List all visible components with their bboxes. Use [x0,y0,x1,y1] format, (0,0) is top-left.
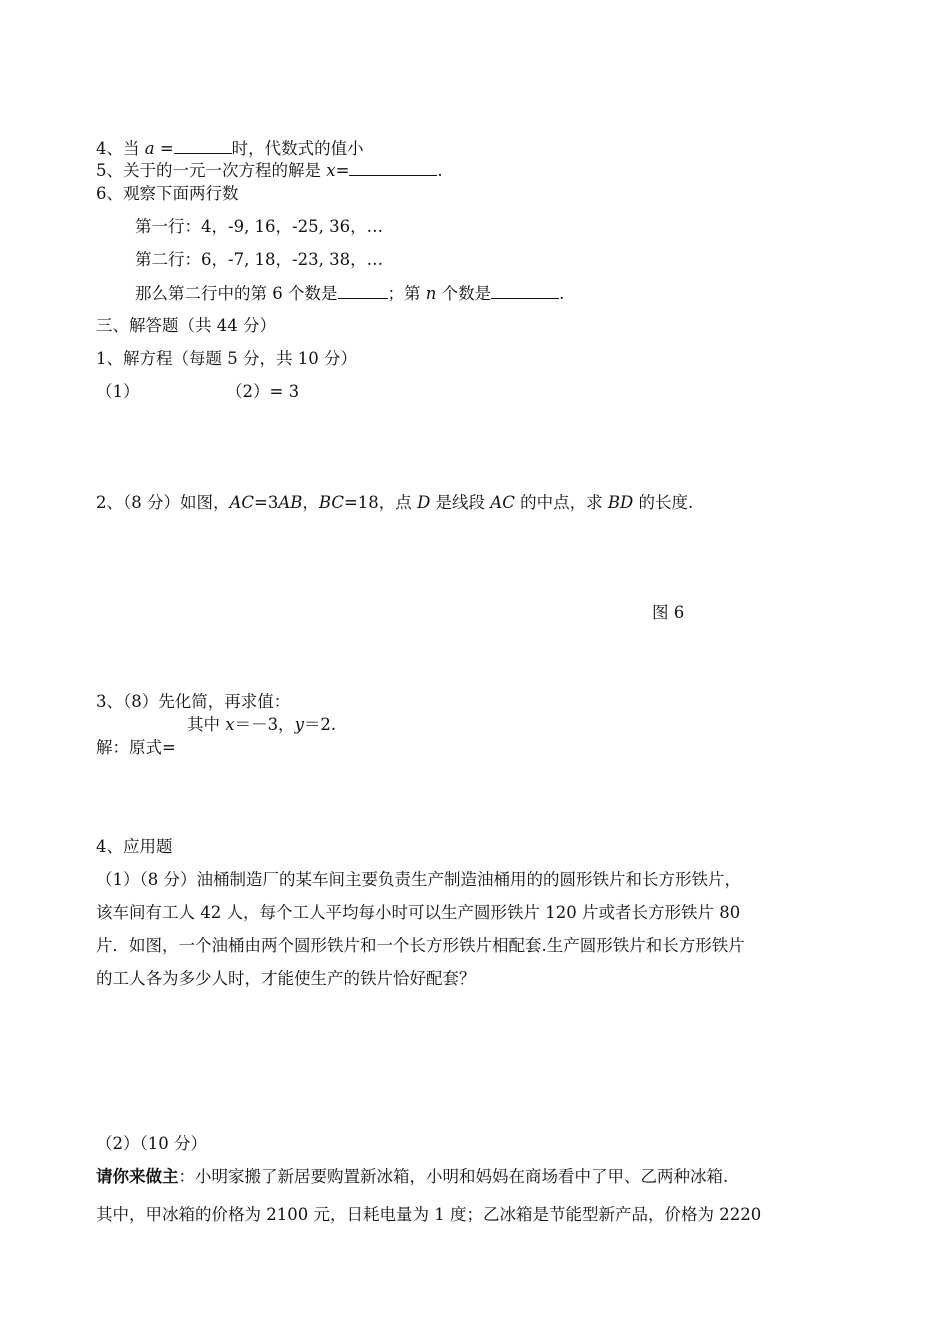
q4-var: a [144,139,155,158]
q3-cond-mid: ＝－3， [234,715,295,734]
q6-row2: 第二行：6，-7, 18，-23, 38，… [135,250,384,269]
q2-ab: AB [278,493,303,512]
q2-bd: BD [607,493,634,512]
q4-prefix: 4、当 [96,139,145,158]
q6-ask-var: n [425,284,437,303]
s3-q2-text [96,492,693,514]
q4-eq: = [154,139,174,158]
figure-6-label: 图 6 [652,603,685,622]
s3-q4-p1-line2: 该车间有工人 42 人，每个工人平均每小时可以生产圆形铁片 120 片或者长方形铁片 80 [96,903,741,922]
q3-cond-pre: 其中 [187,715,226,734]
q2-d: D [417,493,431,512]
q4-answer-blank[interactable] [174,138,232,154]
q3-x: x [225,715,235,734]
s3-q4-p1-line4: 的工人各为多少人时，才能使生产的铁片恰好配套？ [96,969,476,988]
s3-q3-solution: 解：原式= [96,738,176,757]
q5-answer-blank[interactable] [349,160,437,176]
q2-pre: 2、（8 分）如图， [96,493,230,512]
s3-q4-p2-line1 [96,1166,728,1188]
q5-prefix: 5、关于的一元一次方程的解是 [96,161,327,180]
s3-q1-title: 1、解方程（每题 5 分，共 10 分） [96,349,357,368]
q2-ac: AC [229,493,255,512]
q2-comma: ， [302,493,319,512]
s3-q1-sub2: （2）= 3 [226,382,300,401]
q2-bc: BC [318,493,344,512]
s3-q4-title: 4、应用题 [96,837,173,856]
q6-ask-part3: 个数是 [436,284,492,303]
q2-eq2: =18，点 [343,493,418,512]
s3-q3-condition [187,714,336,736]
q4-p2-line1-rest: ：小明家搬了新居要购置新冰箱，小明和妈妈在商场看中了甲、乙两种冰箱. [178,1167,729,1186]
q6-question [135,283,564,305]
q5-suffix: . [437,161,443,180]
s3-q1-sub1: （1） [96,382,140,401]
q6-blank-2[interactable] [491,283,559,299]
q2-mid2: 的中点，求 [514,493,608,512]
q6-row1: 第一行：4，-9, 16，-25, 36，… [135,217,384,236]
q6-ask-part1: 那么第二行中的第 6 个数是 [135,284,338,303]
question-4-fill [96,138,364,160]
section3-heading: 三、解答题（共 44 分） [96,316,276,335]
q4-suffix: 时，代数式的值小 [231,139,364,158]
q6-blank-1[interactable] [338,283,388,299]
q6-ask-part2: ；第 [387,284,426,303]
q2-ac2: AC [490,493,515,512]
q2-eq1: =3 [254,493,279,512]
q6-ask-end: . [559,284,565,303]
q5-var: x [326,161,336,180]
s3-q3-title: 3、（8）先化简，再求值： [96,692,291,711]
q3-cond-end: ＝2. [303,715,337,734]
s3-q4-p1-line3: 片．如图，一个油桶由两个圆形铁片和一个长方形铁片相配套.生产圆形铁片和长方形铁片 [96,936,745,955]
q2-mid1: 是线段 [430,493,491,512]
q3-y: y [294,715,304,734]
s3-q4-p1-line1: （1）（8 分）油桶制造厂的某车间主要负责生产制造油桶用的的圆形铁片和长方形铁片， [96,870,741,889]
q5-eq: = [335,161,350,180]
s3-q4-p2-label: （2）（10 分） [96,1134,207,1153]
s3-q4-p2-line2: 其中，甲冰箱的价格为 2100 元，日耗电量为 1 度；乙冰箱是节能型新产品，价格为 2220 [96,1205,762,1224]
question-5-fill [96,160,443,182]
q4-p2-bold-lead: 请你来做主 [96,1167,179,1186]
q2-end: 的长度. [633,493,694,512]
q6-title: 6、观察下面两行数 [96,184,239,203]
